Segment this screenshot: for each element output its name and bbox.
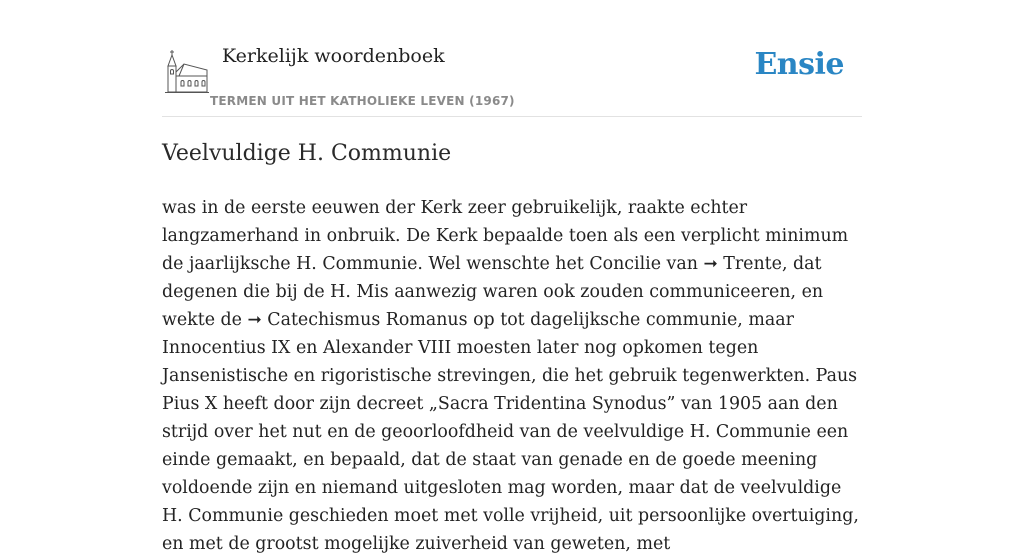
site-header xyxy=(162,0,862,117)
entry-text-part-3: Romanus op tot dagelijksche communie, maar Innocentius IX en Alexander VIII moesten later nog opkomen tegen Jansenistische en rigoristische strevingen, die het gebruik tegenwerkten. Paus Pius X heeft door zijn decreet „Sacra Tridentina Synodus” van 1905 aan den strijd over het nut en de geoorloofdheid van de veelvuldige H. Communie een einde gemaakt, en bepaald, dat de staat van genade en de goede meening voldoende zijn en niemand uitgesloten mag worden, maar dat de veelvuldige H. Communie geschieden moet met volle vrijheid, uit persoonlijke overtuiging, en met de grootst mogelijke zuiverheid van geweten, met xyxy=(162,310,859,554)
reference-link-trente[interactable] xyxy=(703,254,781,274)
book-subtitle: TERMEN UIT HET KATHOLIEKE LEVEN (1967) xyxy=(210,94,515,108)
arrow-right-icon: ➞ xyxy=(247,310,262,330)
ensie-logo[interactable]: Ensie xyxy=(754,47,844,82)
reference-link-catechismus[interactable] xyxy=(247,310,380,330)
entry-title: Veelvuldige H. Communie xyxy=(162,141,452,166)
church-icon[interactable] xyxy=(165,48,209,96)
arrow-right-icon: ➞ xyxy=(703,254,718,274)
reference-link-label: Catechismus xyxy=(267,310,381,330)
entry-body xyxy=(162,194,862,558)
entry-article xyxy=(162,138,862,558)
reference-link-label: Trente xyxy=(723,254,782,274)
book-title[interactable]: Kerkelijk woordenboek xyxy=(222,45,445,67)
entry-text-part-1: was in de eerste eeuwen der Kerk zeer gebruikelijk, raakte echter langzamerhand in onbruik. De Kerk bepaalde toen als een verplicht minimum de jaarlijksche H. Communie. Wel wenschte het Concilie van xyxy=(162,198,849,274)
entry-text-part-2: , dat degenen die bij de H. Mis aanwezig waren ook zouden communiceeren, en wekte de xyxy=(162,254,824,330)
